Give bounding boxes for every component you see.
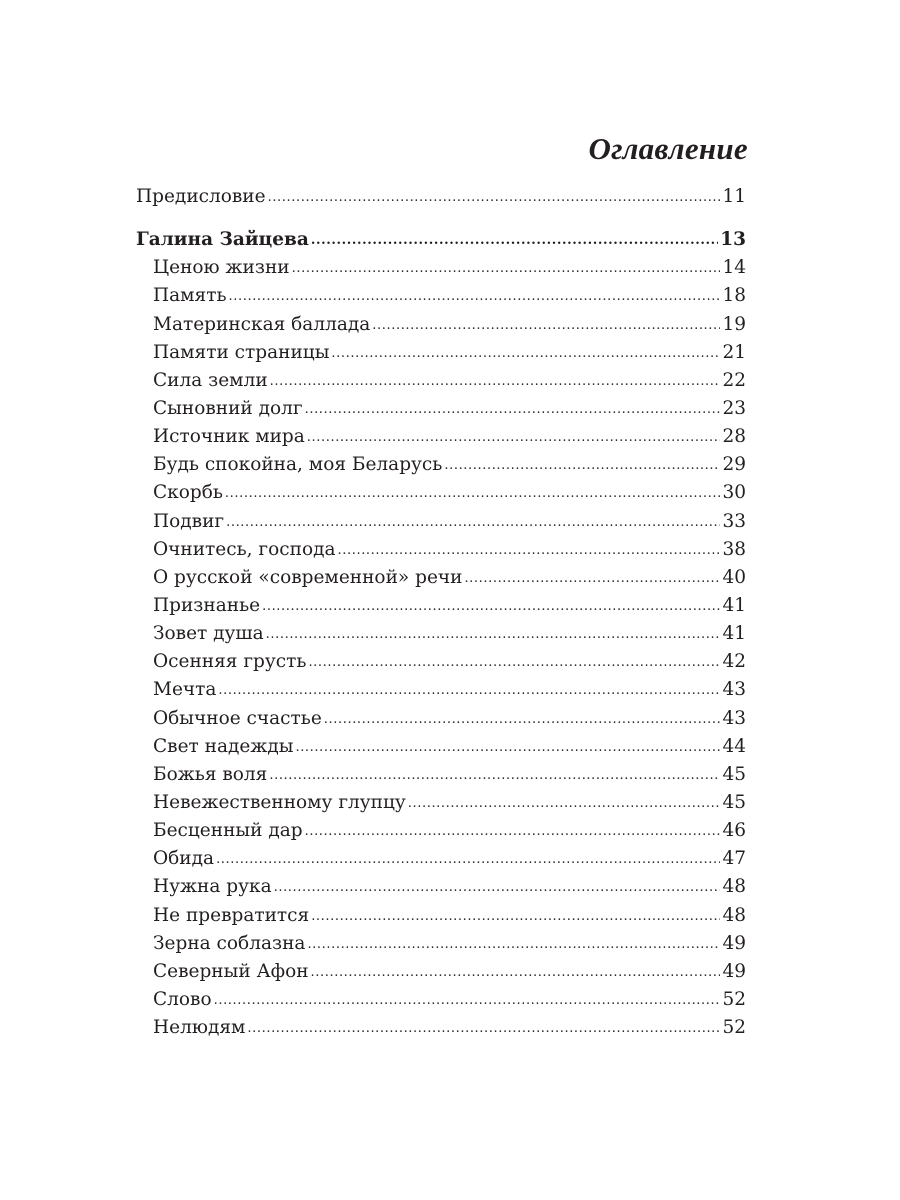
dot-leader [292, 255, 721, 283]
dot-leader [464, 565, 720, 593]
toc-entry-title: Обида [153, 848, 215, 870]
toc-entry[interactable] [136, 367, 746, 395]
toc-entry-title: Осенняя грусть [153, 651, 307, 673]
toc-entry-page: 41 [722, 623, 746, 645]
dot-leader [444, 452, 720, 480]
toc-entry[interactable] [136, 479, 746, 507]
toc-entry-preface[interactable] [136, 183, 746, 211]
toc-entry-title: Слово [153, 988, 212, 1010]
toc-entry-title: Скорбь [153, 482, 223, 504]
toc-entry[interactable] [136, 311, 746, 339]
toc-entry[interactable] [136, 423, 746, 451]
dot-leader [307, 931, 720, 959]
toc-entry-title: Материнская баллада [153, 313, 371, 335]
toc-entry[interactable] [136, 873, 746, 901]
toc-entry[interactable] [136, 592, 746, 620]
dot-leader [270, 368, 721, 396]
dot-leader [295, 734, 720, 762]
toc-entry-page: 22 [722, 369, 746, 391]
dot-leader [269, 762, 720, 790]
toc-entry-title: Мечта [153, 679, 217, 701]
toc-entry[interactable] [136, 1014, 746, 1042]
dot-leader [262, 593, 720, 621]
dot-leader [226, 509, 720, 537]
toc-entry-title: Зовет душа [153, 623, 264, 645]
dot-leader [338, 537, 721, 565]
toc-entry-page: 42 [722, 651, 746, 673]
toc-entry-page: 29 [722, 454, 746, 476]
toc-entry-title: Сила земли [153, 369, 268, 391]
toc-entry-page: 44 [722, 735, 746, 757]
dot-leader [305, 818, 721, 846]
toc-entry[interactable] [136, 648, 746, 676]
dot-leader [274, 874, 721, 902]
toc-entry-page: 48 [722, 876, 746, 898]
table-of-contents [136, 183, 746, 1042]
toc-entry-page: 52 [722, 1017, 746, 1039]
dot-leader [408, 790, 721, 818]
toc-entry-page: 41 [722, 594, 746, 616]
page-title: Оглавление [588, 130, 748, 166]
toc-entry[interactable] [136, 733, 746, 761]
toc-entry-page: 14 [722, 257, 746, 279]
toc-author-name: Галина Зайцева [136, 229, 309, 251]
dot-leader [372, 312, 720, 340]
toc-entry-title: Божья воля [153, 763, 268, 785]
toc-entry-title: О русской «современной» речи [153, 566, 463, 588]
toc-entry[interactable] [136, 564, 746, 592]
toc-entry-page: 49 [722, 932, 746, 954]
toc-entry[interactable] [136, 508, 746, 536]
toc-entry[interactable] [136, 930, 746, 958]
dot-leader [308, 649, 720, 677]
toc-entry-title: Очнитесь, господа [153, 538, 336, 560]
dot-leader [266, 621, 721, 649]
toc-entry-page: 49 [722, 960, 746, 982]
toc-entry-title: Источник мира [153, 426, 305, 448]
toc-entry-title: Сыновний долг [153, 397, 303, 419]
dot-leader [324, 706, 721, 734]
toc-entry-title: Нелюдям [153, 1017, 246, 1039]
toc-entry-page: 40 [722, 566, 746, 588]
toc-entry-title: Признанье [153, 594, 261, 616]
dot-leader [218, 677, 720, 705]
dot-leader [268, 184, 721, 212]
toc-entry[interactable] [136, 395, 746, 423]
toc-entry-author[interactable] [136, 226, 746, 254]
dot-leader [214, 987, 721, 1015]
toc-entry-title: Северный Афон [153, 960, 309, 982]
dot-leader [216, 846, 720, 874]
dot-leader [229, 283, 721, 311]
toc-entry-title: Свет надежды [153, 735, 294, 757]
toc-entry-page: 48 [722, 904, 746, 926]
toc-entry-page: 23 [722, 397, 746, 419]
toc-entry[interactable] [136, 254, 746, 282]
toc-entry[interactable] [136, 845, 746, 873]
toc-entry[interactable] [136, 986, 746, 1014]
toc-entry-title: Не превратится [153, 904, 310, 926]
toc-entry-title: Будь спокойна, моя Беларусь [153, 454, 443, 476]
toc-entry-page: 43 [722, 707, 746, 729]
toc-entry-page: 28 [722, 426, 746, 448]
toc-entry-title: Ценою жизни [153, 257, 290, 279]
toc-entry-page: 43 [722, 679, 746, 701]
toc-entry-page: 11 [722, 186, 746, 207]
toc-entry[interactable] [136, 676, 746, 704]
toc-entry-page: 38 [722, 538, 746, 560]
toc-entry[interactable] [136, 789, 746, 817]
toc-entry-page: 45 [722, 791, 746, 813]
toc-entry[interactable] [136, 761, 746, 789]
toc-entry-title: Память [153, 285, 227, 307]
toc-entry[interactable] [136, 282, 746, 310]
dot-leader [331, 340, 720, 368]
toc-entry-title: Подвиг [153, 510, 225, 532]
dot-leader [247, 1015, 720, 1043]
dot-leader [311, 903, 720, 931]
toc-entry-title: Невежественному глупцу [153, 791, 406, 813]
toc-entry-title: Бесценный дар [153, 820, 303, 842]
toc-entry[interactable] [136, 536, 746, 564]
dot-leader [311, 227, 718, 255]
toc-entry-title: Обычное счастье [153, 707, 322, 729]
toc-entry[interactable] [136, 902, 746, 930]
toc-entry[interactable] [136, 705, 746, 733]
toc-entry[interactable] [136, 620, 746, 648]
dot-leader [305, 396, 721, 424]
toc-entry-page: 47 [722, 848, 746, 870]
toc-entry-page: 46 [722, 820, 746, 842]
dot-leader [307, 424, 721, 452]
toc-entry-page: 21 [722, 341, 746, 363]
toc-entry-page: 45 [722, 763, 746, 785]
toc-entry-page: 13 [720, 229, 746, 251]
dot-leader [225, 480, 721, 508]
toc-entry-title: Предисловие [136, 186, 266, 207]
toc-entry-page: 19 [722, 313, 746, 335]
toc-entry-page: 30 [722, 482, 746, 504]
toc-entry-title: Памяти страницы [153, 341, 330, 363]
toc-entry-title: Зерна соблазна [153, 932, 306, 954]
toc-entry-page: 18 [722, 285, 746, 307]
toc-entry-page: 52 [722, 988, 746, 1010]
toc-entry-title: Нужна рука [153, 876, 272, 898]
toc-entry[interactable] [136, 817, 746, 845]
toc-entry[interactable] [136, 958, 746, 986]
toc-items-list [136, 254, 746, 1042]
toc-entry-page: 33 [722, 510, 746, 532]
dot-leader [311, 959, 721, 987]
toc-entry[interactable] [136, 451, 746, 479]
toc-entry[interactable] [136, 339, 746, 367]
